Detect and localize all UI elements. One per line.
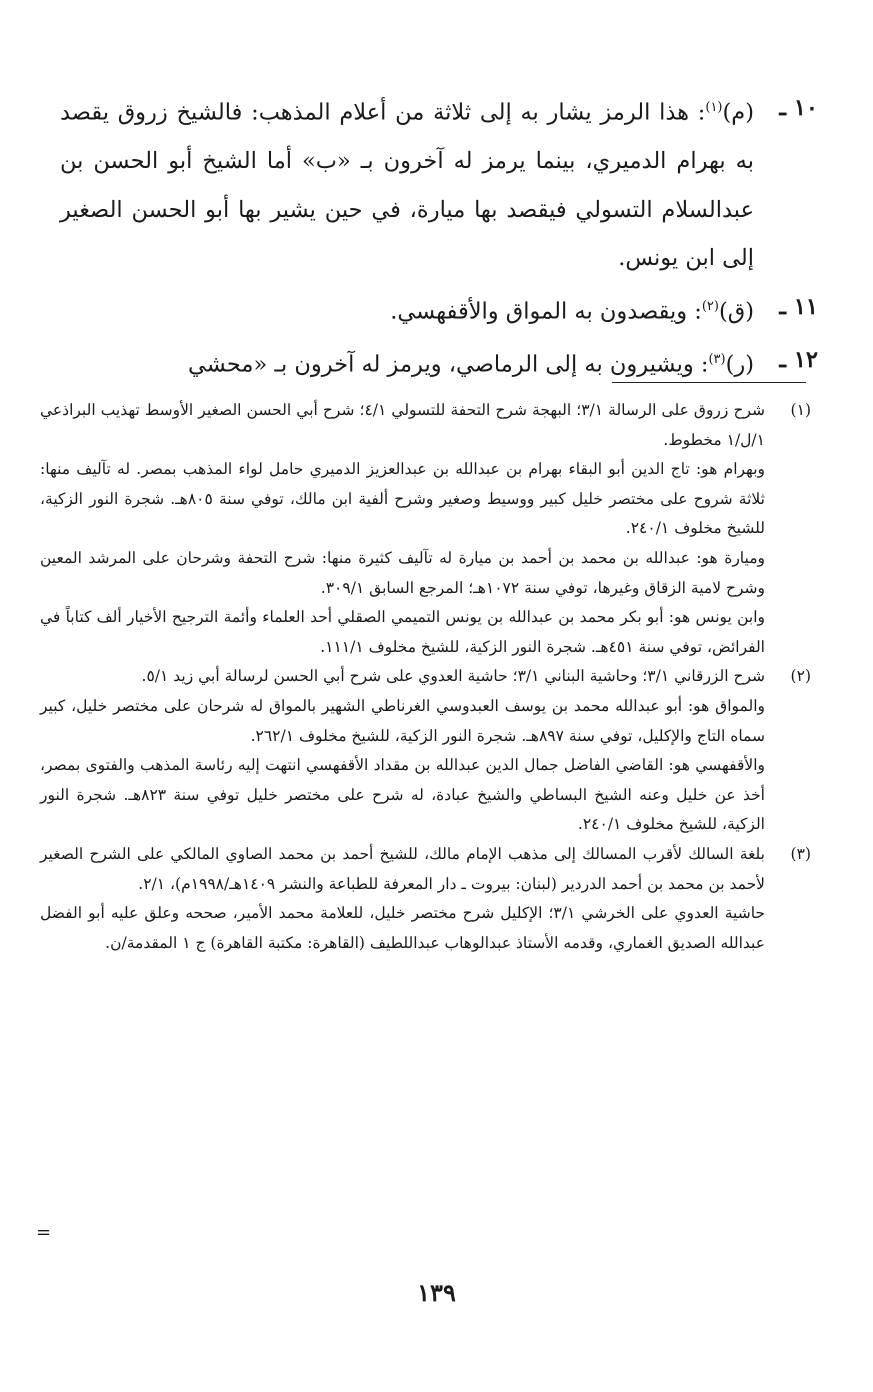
footnote-paragraph: وابن يونس هو: أبو بكر محمد بن عبدالله بن يونس التميمي الصقلي أحد العلماء وأئمة الترجيح الأخيار ألف كتاباً في الفرائض، توفي سنة ٤٥١هـ. شجرة النور الزكية، للشيخ مخلوف ١١١/١. bbox=[40, 608, 765, 656]
item-text: : هذا الرمز يشار به إلى ثلاثة من أعلام المذهب: فالشيخ زروق يقصد به بهرام الدميري، بينما يرمز له آخرون بـ «ب» أما الشيخ أبو الحسن بن عبدالسلام التسولي فيقصد بها ميارة، في حين يشير بها أبو الحسن الصغير إلى ابن يونس. bbox=[60, 99, 754, 271]
footnote-paragraph: شرح الزرقاني ٣/١؛ وحاشية البناني ٣/١؛ حاشية العدوي على شرح أبي الحسن لرسالة أبي زيد ٥/١. bbox=[141, 667, 765, 686]
main-item-12 bbox=[60, 336, 818, 389]
footnote-paragraph: والمواق هو: أبو عبدالله محمد بن يوسف العبدوسي الغرناطي الشهير بالمواق له شرحان على مختصر خليل، كبير سماه التاج والإكليل، توفي سنة ٨٩٧هـ. شجرة النور الزكية، للشيخ مخلوف ٢٦٢/١. bbox=[40, 696, 765, 745]
footnote-number: (٢) bbox=[790, 667, 811, 686]
footnote-separator bbox=[612, 382, 806, 383]
page-number: ١٣٩ bbox=[417, 1278, 456, 1307]
main-item-10 bbox=[60, 84, 818, 283]
item-text: : ويشيرون به إلى الرماصي، ويرمز له آخرون بـ «محشي bbox=[188, 351, 709, 377]
footnote-paragraph: شرح زروق على الرسالة ٣/١؛ البهجة شرح التحفة للتسولي ٤/١؛ شرح أبي الحسن الصغير الأوسط تهذيب البراذعي ١/ل/١ مخطوط. bbox=[40, 401, 766, 449]
item-text: : ويقصدون به المواق والأقفهسي. bbox=[390, 298, 702, 324]
footnote-number: (١) bbox=[790, 401, 811, 419]
footnote-paragraph: وبهرام هو: تاج الدين أبو البقاء بهرام بن عبدالله بن عبدالعزيز الدميري حامل لواء المذهب بمصر. له تآليف منها: ثلاثة شروح على مختصر خليل كبير ووسيط وصغير وشرح ألفية ابن مالك، توفي سنة ٨٠٥هـ. شجرة النور الزكية، للشيخ مخلوف ٢٤٠/١. bbox=[40, 460, 765, 538]
item-number: ١١ ـ bbox=[779, 293, 818, 320]
item-number: ١٢ ـ bbox=[779, 346, 818, 373]
footnote-3 bbox=[40, 840, 815, 958]
footnote-paragraph: حاشية العدوي على الخرشي ٣/١؛ الإكليل شرح مختصر خليل، للعلامة محمد الأمير، صححه وعلق عليه أبو الفضل عبدالله الصديق الغماري، وقدمه الأستاذ عبدالوهاب عبداللطيف (القاهرة: مكتبة القاهرة) ج ١ المقدمة/ن. bbox=[40, 904, 765, 952]
footnote-ref[interactable]: (١) bbox=[705, 100, 723, 115]
footnote-ref[interactable]: (٣) bbox=[708, 351, 726, 367]
footnote-paragraph: وميارة هو: عبدالله بن محمد بن أحمد بن ميارة له تآليف كثيرة منها: شرح التحفة وشرحان على المرشد المعين وشرح لامية الزقاق وغيرها، توفي سنة ١٠٧٢هـ؛ المرجع السابق ٣٠٩/١. bbox=[40, 548, 765, 597]
item-number: ١٠ ـ bbox=[779, 95, 818, 121]
footnote-2 bbox=[40, 662, 815, 840]
footnote-1 bbox=[40, 396, 815, 662]
main-item-11 bbox=[60, 283, 818, 336]
footnote-ref[interactable]: (٢) bbox=[701, 298, 719, 314]
continuation-mark: = bbox=[36, 1222, 52, 1243]
footnote-number: (٣) bbox=[790, 844, 811, 863]
item-code: (ق) bbox=[718, 298, 754, 324]
main-text bbox=[60, 84, 818, 389]
item-code: (م) bbox=[722, 99, 754, 126]
footnote-paragraph: والأقفهسي هو: القاضي الفاضل جمال الدين عبدالله بن مقداد الأقفهسي انتهت إليه رئاسة المذهب والفتوى بمصر، أخذ عن خليل وعنه الشيخ البساطي والشيخ عبادة، له شرح على مختصر خليل توفي سنة ٨٢٣هـ. شجرة النور الزكية، للشيخ مخلوف ٢٤٠/١. bbox=[40, 756, 765, 834]
footnotes bbox=[40, 396, 815, 958]
item-code: (ر) bbox=[725, 351, 754, 377]
footnote-paragraph: بلغة السالك لأقرب المسالك إلى مذهب الإمام مالك، للشيخ أحمد بن محمد الصاوي المالكي على الشرح الصغير لأحمد بن محمد بن أحمد الدردير (لبنان: بيروت ـ دار المعرفة للطباعة والنشر ١٤٠٩هـ/١٩٩٨م)، ٢/١. bbox=[40, 844, 765, 893]
